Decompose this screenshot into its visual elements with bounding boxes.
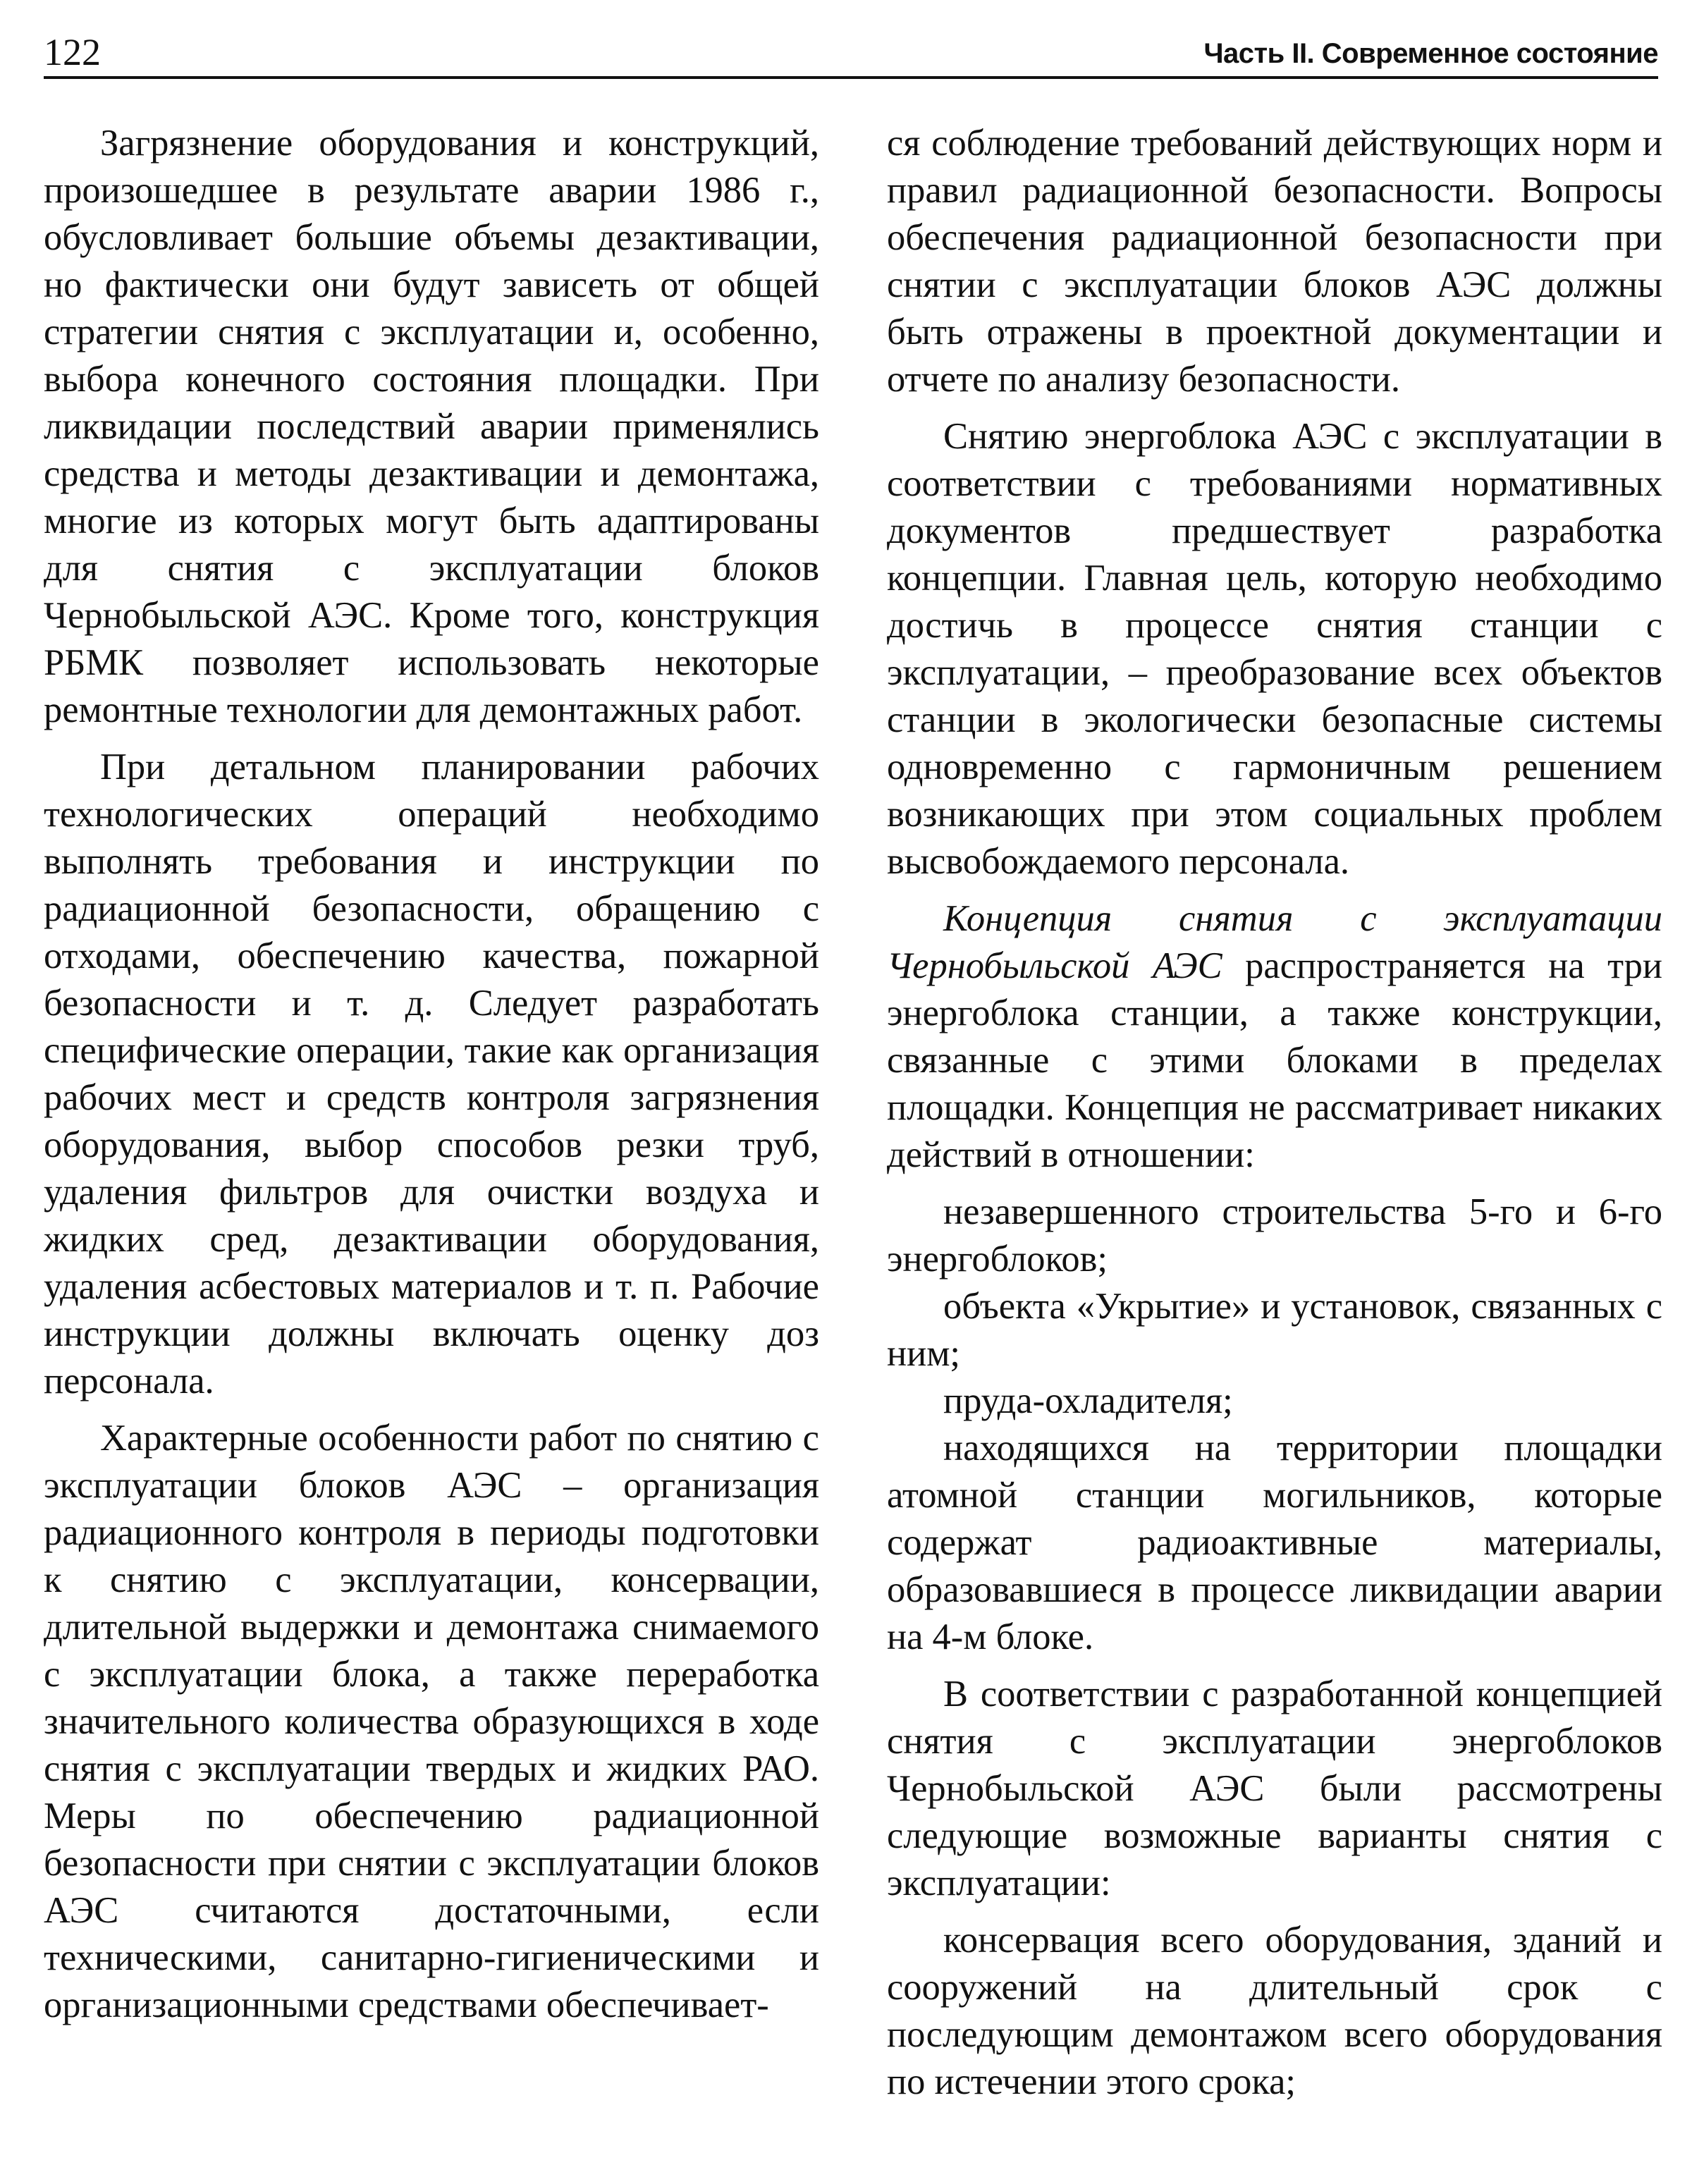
paragraph: При детальном планировании рабочих технологических операций необходимо выполнять требования и инструкции по радиационной безопасности, обращению с отходами, обеспечению качества, пожарной безопасности и т. д. Следует разработать специфические операции, такие как организация рабочих мест и средств контроля загрязнения оборудования, выбор способов резки труб, удаления фильтров для очистки воздуха и жидких сред, дезактивации оборудования, удаления асбестовых материалов и т. п. Рабочие инструкции должны включать оценку доз персонала. — [44, 747, 819, 1401]
paragraph: Загрязнение оборудования и конструкций, произошедшее в результате аварии 1986 г., обусловливает большие объемы дезактивации, но фактически они будут зависеть от общей стратегии снятия с эксплуатации и, особенно, выбора конечного состояния площадки. При ликвидации последствий аварии применялись средства и методы дезактивации и демонтажа, многие из которых могут быть адаптированы для снятия с эксплуатации блоков Чернобыльской АЭС. Кроме того, конструкция РБМК позволяет использовать некоторые ремонтные технологии для демонтажных работ. — [44, 123, 819, 730]
paragraph: В соответствии с разработанной концепцией снятия с эксплуатации энергоблоков Чернобыльской АЭС были рассмотрены следующие возможные варианты снятия с эксплуатации: — [887, 1674, 1662, 1903]
concept-text: распространяется на три энергоблока станции, а также конструкции, связанные с этими блоками в пределах площадки. Концепция не рассматривает никаких действий в отношении: — [887, 945, 1662, 1175]
exclusion-item: находящихся на территории площадки атомной станции могильников, которые содержат радиоактивные материалы, образовавшиеся в процессе ликвидации аварии на 4-м блоке. — [887, 1428, 1662, 1657]
page-number: 122 — [44, 31, 101, 73]
exclusion-item: пруда-охладителя; — [943, 1380, 1233, 1421]
paragraph: Характерные особенности работ по снятию с эксплуатации блоков АЭС – организация радиационного контроля в периоды подготовки к снятию с эксплуатации, консервации, длительной выдержки и демонтажа снимаемого с эксплуатации блока, а также переработка значительного количества образующихся в ходе снятия с эксплуатации твердых и жидких РАО. Меры по обеспечению радиационной безопасности при снятии с эксплуатации блоков АЭС считаются достаточными, если техническими, санитарно-гигиеническими и организационными средствами обеспечивает- — [44, 1418, 819, 2025]
paragraph: Снятию энергоблока АЭС с эксплуатации в соответствии с требованиями нормативных документов предшествует разработка концепции. Главная цель, которую необходимо достичь в процессе снятия станции с эксплуатации, – преобразование всех объектов станции в экологически безопасные системы одновременно с гармоничным решением возникающих при этом социальных проблем высвобождаемого персонала. — [887, 416, 1662, 882]
concept-paragraph — [887, 895, 1662, 1179]
paragraph: консервация всего оборудования, зданий и сооружений на длительный срок с последующим демонтажом всего оборудования по истечении этого срока; — [887, 1920, 1662, 2102]
concept-title: Концепция снятия с эксплуатации Чернобыльской АЭС — [887, 898, 1662, 986]
paragraph-continuation: ся соблюдение требований действующих норм и правил радиационной безопасности. Вопросы обеспечения радиационной безопасности при снятии с эксплуатации блоков АЭС должны быть отражены в проектной документации и отчете по анализу безопасности. — [887, 123, 1662, 400]
exclusion-item: объекта «Укрытие» и установок, связанных с ним; — [887, 1286, 1662, 1374]
running-head: Часть II. Современное состояние — [1203, 38, 1658, 69]
left-column — [44, 120, 819, 2039]
page-header — [44, 27, 1658, 76]
exclusion-item: незавершенного строительства 5-го и 6-го энергоблоков; — [887, 1191, 1662, 1280]
header-rule — [44, 76, 1658, 79]
right-column — [887, 120, 1662, 2116]
